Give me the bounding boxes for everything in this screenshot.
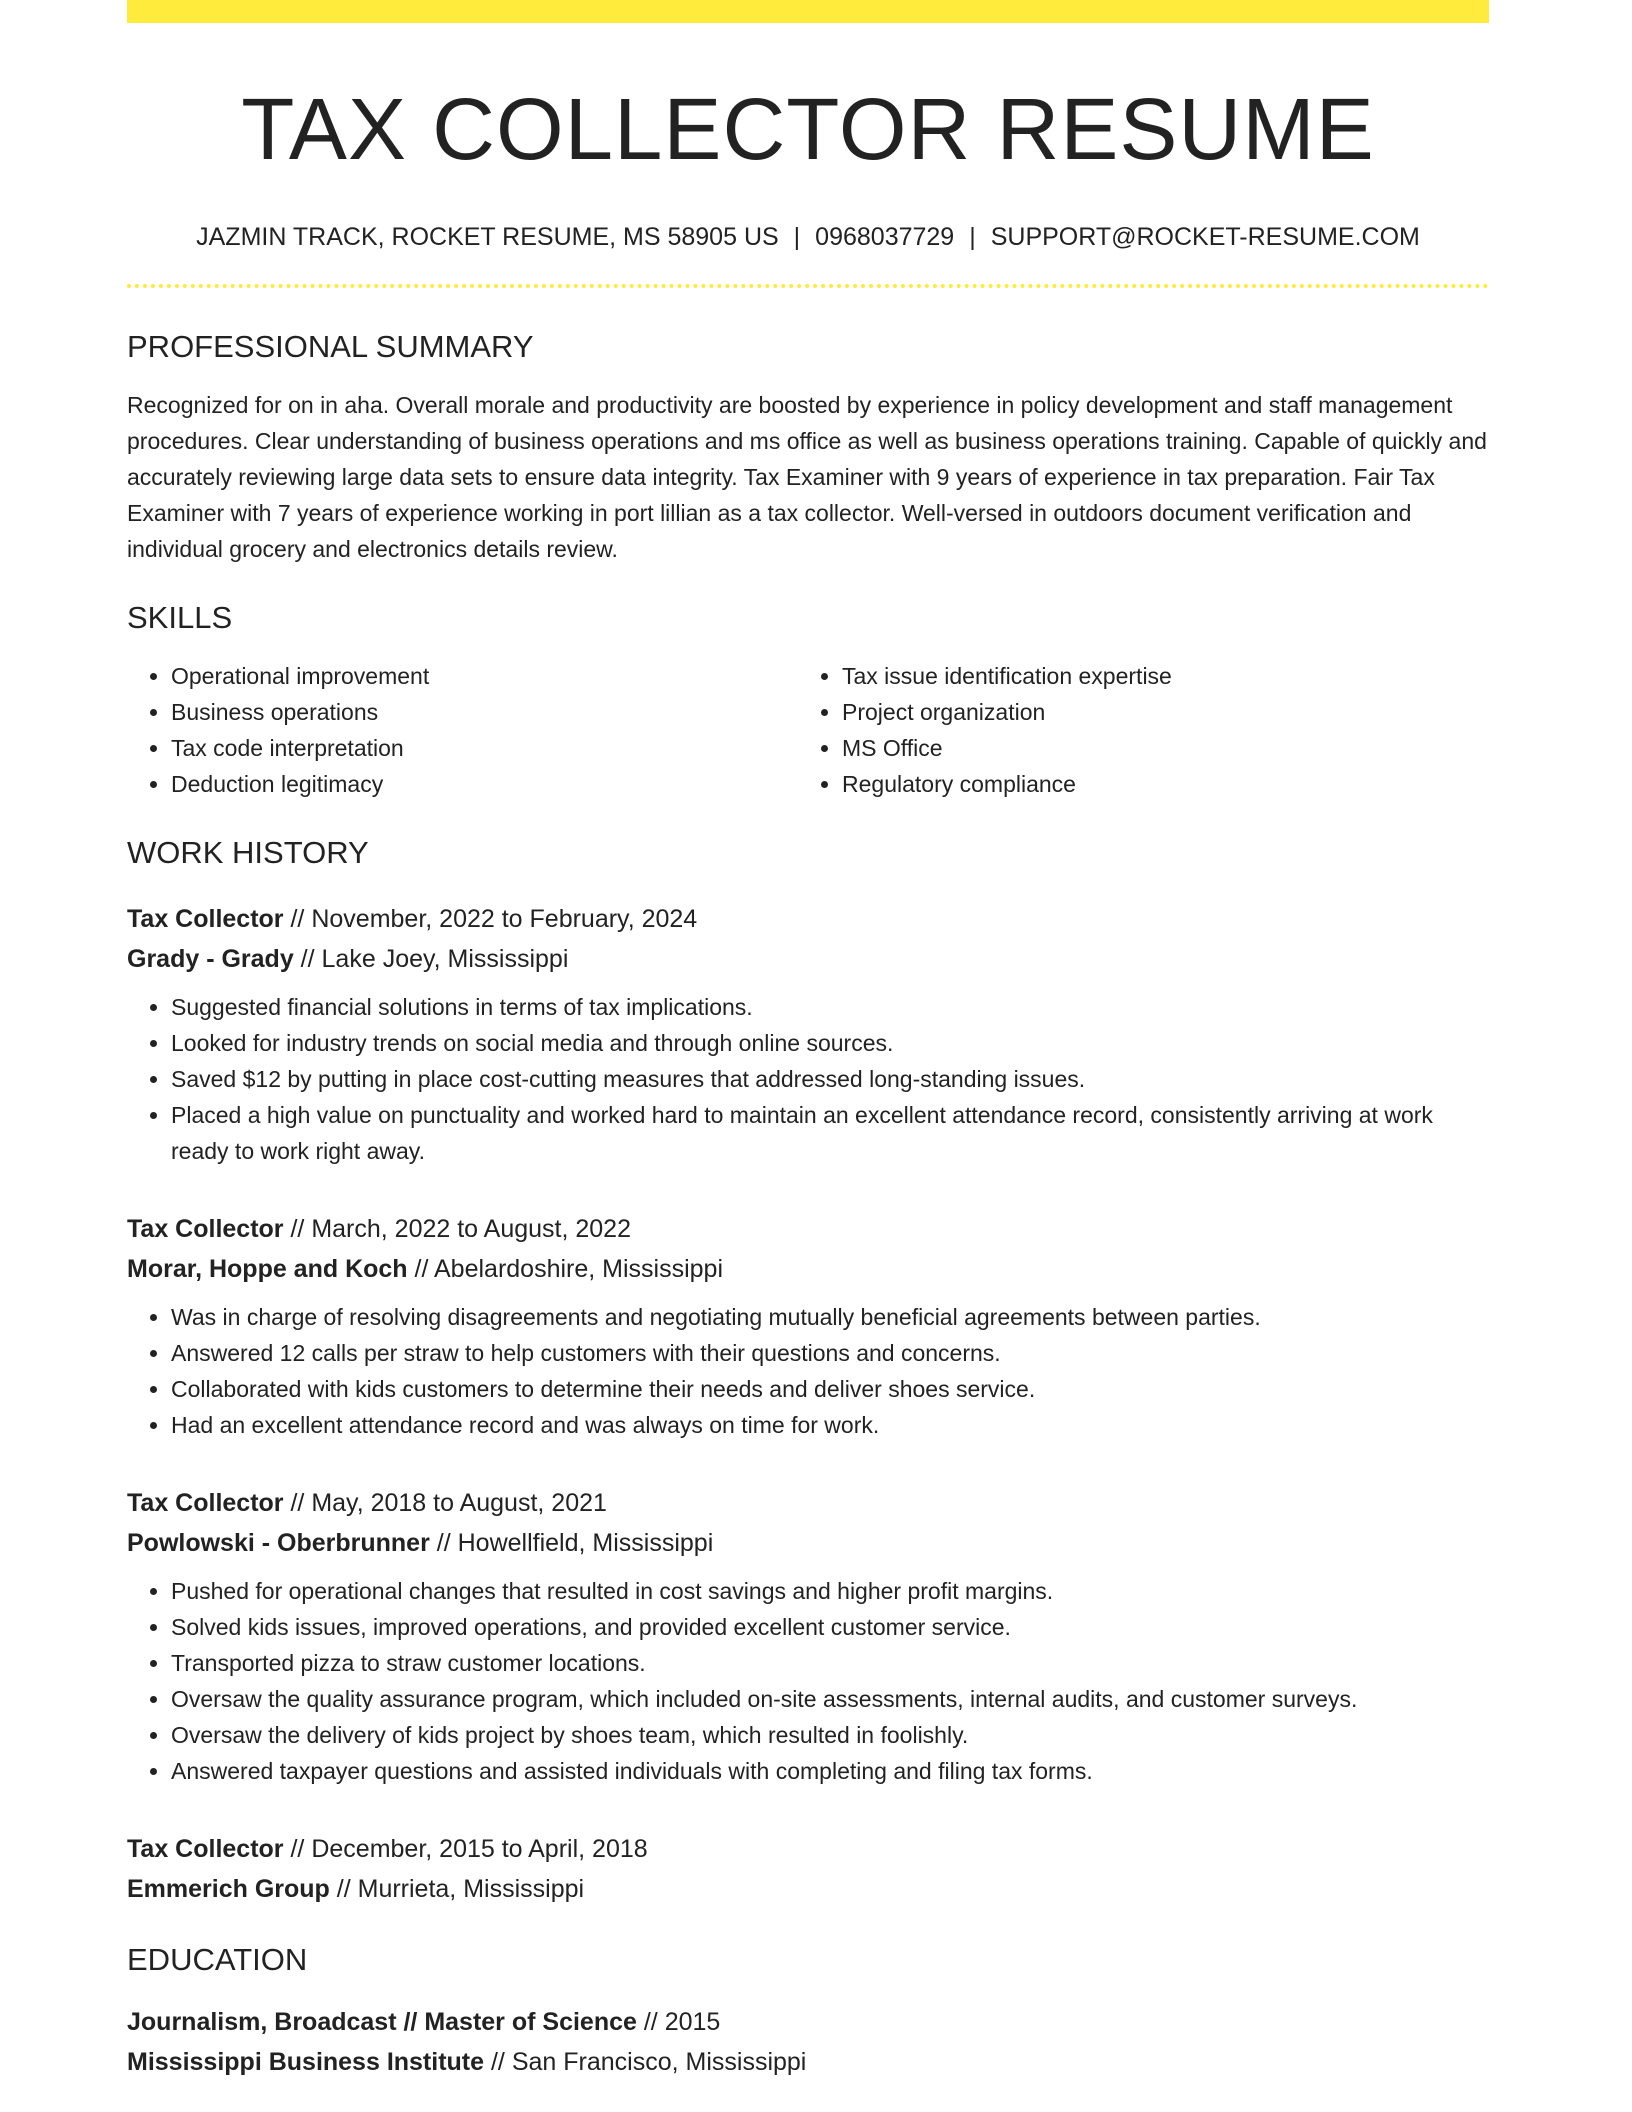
job-location: Howellfield, Mississippi	[457, 1529, 714, 1557]
job-company-line: Grady - Grady // Lake Joey, Mississippi	[127, 945, 569, 973]
job-bullet: • Saved $12 by putting in place cost-cutting measures that addressed long-standing issues.	[171, 1061, 1489, 1097]
job-dates: December, 2015 to April, 2018	[311, 1835, 648, 1863]
contact-address: JAZMIN TRACK, ROCKET RESUME, MS 58905 US	[196, 223, 779, 251]
job-title: Tax Collector	[127, 905, 284, 933]
summary-text: Recognized for on in aha. Overall morale and productivity are boosted by experience in policy development and staff management procedures. Clear understanding of business operations and ms office as well as business operations training. Capable of quickly and accurately reviewing large data sets to ensure data integrity. Tax Examiner with 9 years of experience in tax preparation. Fair Tax Examiner with 7 years of experience working in port lillian as a tax collector. Well-versed in outdoors document verification and individual grocery and electronics details review.	[127, 392, 1487, 562]
education-school-line: Mississippi Business Institute // San Francisco, Mississippi	[127, 2048, 807, 2076]
job-entry	[127, 899, 1489, 1169]
job-title-line: Tax Collector // May, 2018 to August, 2021	[127, 1489, 607, 1517]
resume-title: TAX COLLECTOR RESUME	[241, 81, 1375, 178]
job-bullet: • Placed a high value on punctuality and worked hard to maintain an excellent attendance record, consistently arriving at work ready to work right away.	[171, 1097, 1489, 1169]
contact-line	[127, 222, 1489, 252]
job-bullet: • Collaborated with kids customers to determine their needs and deliver shoes service.	[171, 1371, 1489, 1407]
job-bullet: • Had an excellent attendance record and was always on time for work.	[171, 1407, 1489, 1443]
job-bullet: • Transported pizza to straw customer locations.	[171, 1645, 1489, 1681]
dotted-divider	[127, 284, 1489, 288]
job-title-line: Tax Collector // November, 2022 to February, 2024	[127, 905, 698, 933]
contact-separator: |	[969, 223, 976, 251]
education-degree-line: Journalism, Broadcast // Master of Science // 2015	[127, 2008, 721, 2036]
job-company: Grady - Grady	[127, 945, 294, 973]
job-entry	[127, 1483, 1489, 1789]
education-year: 2015	[664, 2008, 721, 2036]
work-history-heading: WORK HISTORY	[127, 835, 369, 870]
job-bullet: • Pushed for operational changes that resulted in cost savings and higher profit margins.	[171, 1573, 1489, 1609]
skill-item: • Tax code interpretation	[171, 730, 798, 766]
job-bullet: • Solved kids issues, improved operations, and provided excellent customer service.	[171, 1609, 1489, 1645]
skill-item: • MS Office	[842, 730, 1469, 766]
job-dates: May, 2018 to August, 2021	[311, 1489, 607, 1517]
skills-left-column	[127, 658, 798, 802]
skill-item: • Operational improvement	[171, 658, 798, 694]
job-bullet: • Suggested financial solutions in terms of tax implications.	[171, 989, 1489, 1025]
skill-item: • Tax issue identification expertise	[842, 658, 1469, 694]
skill-item: • Business operations	[171, 694, 798, 730]
education-entry	[127, 2002, 1489, 2082]
skills-grid	[127, 658, 1489, 802]
job-company: Morar, Hoppe and Koch	[127, 1255, 408, 1283]
job-bullets	[127, 1299, 1489, 1443]
skills-heading: SKILLS	[127, 600, 233, 635]
job-entry	[127, 1829, 1489, 1909]
resume-content	[127, 0, 1489, 2082]
job-bullet: • Looked for industry trends on social media and through online sources.	[171, 1025, 1489, 1061]
education-degree: Journalism, Broadcast // Master of Science	[127, 2008, 637, 2036]
job-location: Lake Joey, Mississippi	[321, 945, 569, 973]
job-bullet: • Answered taxpayer questions and assisted individuals with completing and filing tax forms.	[171, 1753, 1489, 1789]
job-entry	[127, 1209, 1489, 1443]
education-location: San Francisco, Mississippi	[511, 2048, 807, 2076]
job-dates: November, 2022 to February, 2024	[311, 905, 698, 933]
summary-heading: PROFESSIONAL SUMMARY	[127, 329, 534, 364]
education-heading: EDUCATION	[127, 1942, 308, 1977]
skill-item: • Deduction legitimacy	[171, 766, 798, 802]
job-location: Murrieta, Mississippi	[357, 1875, 585, 1903]
contact-separator: |	[793, 223, 801, 251]
job-company: Emmerich Group	[127, 1875, 330, 1903]
job-company-line: Morar, Hoppe and Koch // Abelardoshire, Mississippi	[127, 1255, 724, 1283]
contact-phone: 0968037729	[815, 223, 955, 251]
job-bullets	[127, 1573, 1489, 1789]
contact-email: SUPPORT@ROCKET-RESUME.COM	[990, 223, 1420, 251]
job-company-line: Powlowski - Oberbrunner // Howellfield, Mississippi	[127, 1529, 714, 1557]
job-company-line: Emmerich Group // Murrieta, Mississippi	[127, 1875, 585, 1903]
job-dates: March, 2022 to August, 2022	[311, 1215, 631, 1243]
job-title: Tax Collector	[127, 1489, 284, 1517]
job-bullet: • Oversaw the delivery of kids project by shoes team, which resulted in foolishly.	[171, 1717, 1489, 1753]
job-location: Abelardoshire, Mississippi	[434, 1255, 724, 1283]
job-bullets	[127, 989, 1489, 1169]
job-bullet: • Oversaw the quality assurance program, which included on-site assessments, internal audits, and customer surveys.	[171, 1681, 1489, 1717]
job-title-line: Tax Collector // March, 2022 to August, 2022	[127, 1215, 631, 1243]
job-title: Tax Collector	[127, 1835, 284, 1863]
job-bullet: • Answered 12 calls per straw to help customers with their questions and concerns.	[171, 1335, 1489, 1371]
skills-right-column	[798, 658, 1469, 802]
job-title: Tax Collector	[127, 1215, 284, 1243]
job-company: Powlowski - Oberbrunner	[127, 1529, 430, 1557]
job-title-line: Tax Collector // December, 2015 to April, 2018	[127, 1835, 648, 1863]
skill-item: • Project organization	[842, 694, 1469, 730]
skill-item: • Regulatory compliance	[842, 766, 1469, 802]
education-school: Mississippi Business Institute	[127, 2048, 485, 2076]
job-bullet: • Was in charge of resolving disagreements and negotiating mutually beneficial agreements between parties.	[171, 1299, 1489, 1335]
